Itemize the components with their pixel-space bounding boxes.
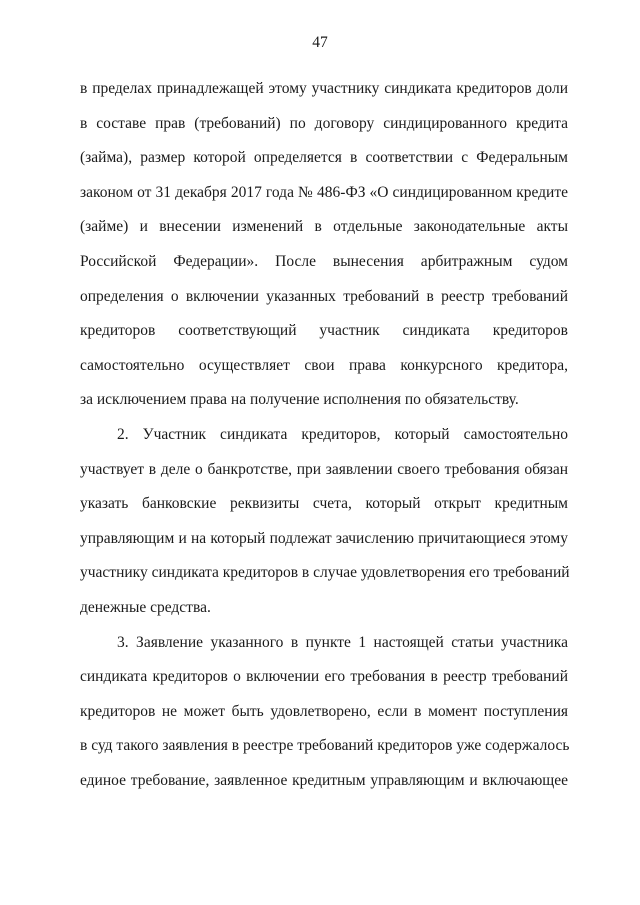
text-line: указать банковские реквизиты счета, который открыт кредитным [80, 495, 568, 513]
body-text [80, 72, 568, 798]
text-line: денежные средства. [80, 598, 211, 616]
text-line: единое требование, заявленное кредитным управляющим и включающее [80, 771, 568, 789]
text-line: синдиката кредиторов о включении его требования в реестр требований [80, 668, 568, 686]
text-line: в составе прав (требований) по договору синдицированного кредита [80, 114, 568, 132]
text-line: (займе) и внесении изменений в отдельные законодательные акты [80, 218, 568, 236]
text-line: кредиторов соответствующий участник синдиката кредиторов [80, 322, 568, 340]
text-line: определения о включении указанных требований в реестр требований [80, 287, 568, 305]
text-line: в пределах принадлежащей этому участнику синдиката кредиторов доли [80, 80, 568, 97]
text-line: самостоятельно осуществляет свои права конкурсного кредитора, [80, 356, 568, 374]
page-number: 47 [312, 34, 328, 51]
text-line: 2. Участник синдиката кредиторов, который самостоятельно [117, 425, 568, 443]
text-line: (займа), размер которой определяется в соответствии с Федеральным [80, 149, 568, 167]
text-line: в суд такого заявления в реестре требований кредиторов уже содержалось [80, 737, 570, 755]
text-line: 3. Заявление указанного в пункте 1 настоящей статьи участника [117, 633, 568, 651]
text-line: законом от 31 декабря 2017 года № 486-ФЗ «О синдицированном кредите [80, 183, 568, 201]
text-line: участвует в деле о банкротстве, при заявлении своего требования обязан [80, 460, 568, 478]
text-line: участнику синдиката кредиторов в случае удовлетворения его требований [80, 564, 570, 582]
text-line: за исключением права на получение исполнения по обязательству. [80, 391, 519, 409]
text-line: кредиторов не может быть удовлетворено, если в момент поступления [80, 702, 568, 720]
text-line: Российской Федерации». После вынесения арбитражным судом [80, 252, 568, 270]
text-line: управляющим и на который подлежат зачислению причитающиеся этому [80, 529, 568, 547]
